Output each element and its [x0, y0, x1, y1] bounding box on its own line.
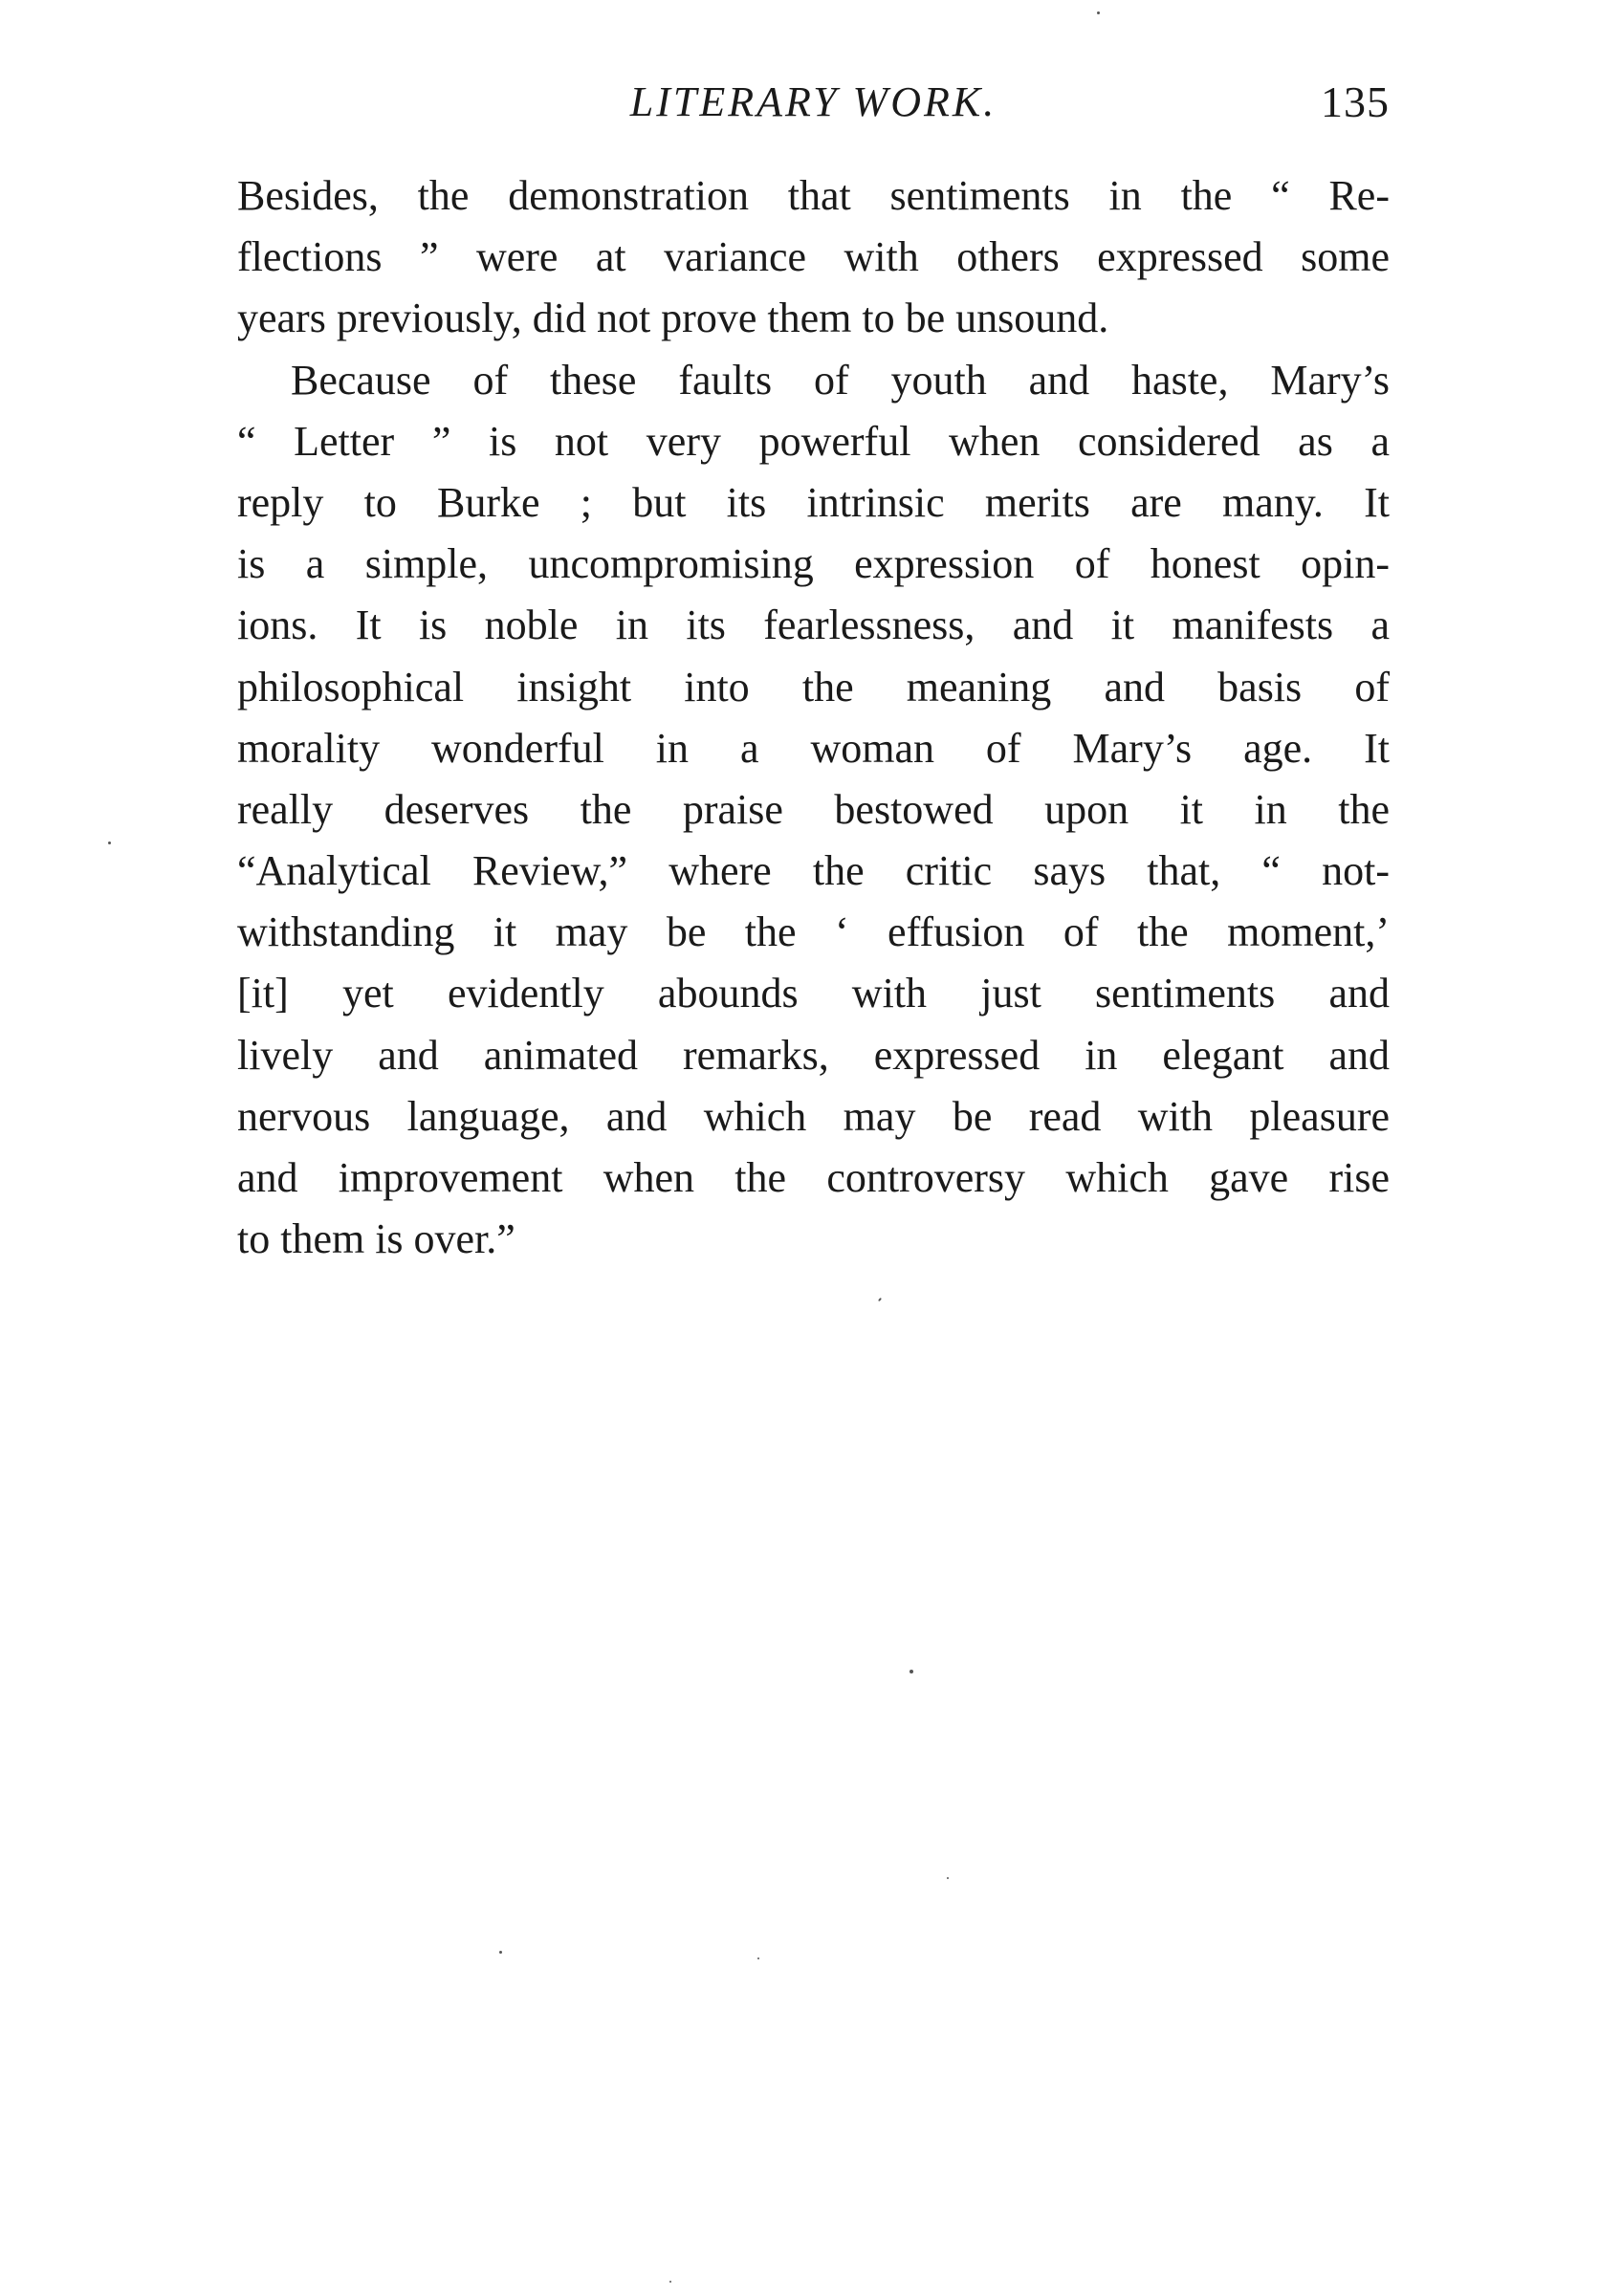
- scan-speck: [1097, 11, 1100, 14]
- text-line: morality wonderful in a woman of Mary’s age. It: [237, 724, 1390, 772]
- text-line: withstanding it may be the ‘ effusion of the moment,’: [237, 908, 1390, 956]
- text-line: and improvement when the controversy which gave rise: [237, 1154, 1390, 1201]
- running-head: [237, 69, 1390, 136]
- scan-speck: [669, 2281, 671, 2283]
- text-line: nervous language, and which may be read with pleasure: [237, 1092, 1390, 1140]
- text-line: [it] yet evidently abounds with just sentiments and: [237, 970, 1390, 1017]
- text-line: Because of these faults of youth and haste, Mary’s: [291, 356, 1390, 404]
- text-line: reply to Burke ; but its intrinsic merits are many. It: [237, 478, 1390, 526]
- text-line: really deserves the praise bestowed upon it in the: [237, 785, 1390, 833]
- text-line: flections ” were at variance with others expressed some: [237, 233, 1390, 281]
- text-line: years previously, did not prove them to be unsound.: [237, 295, 1109, 342]
- scan-speck: [947, 1877, 949, 1879]
- scan-speck: [910, 1670, 913, 1673]
- scan-speck: [757, 1957, 759, 1959]
- text-line: to them is over.”: [237, 1215, 515, 1263]
- text-line: lively and animated remarks, expressed in elegant and: [237, 1031, 1390, 1079]
- scan-speck: [108, 842, 111, 844]
- text-line: ions. It is noble in its fearlessness, and it manifests a: [237, 601, 1390, 649]
- text-line: “Analytical Review,” where the critic says that, “ not-: [237, 847, 1390, 895]
- text-line: Besides, the demonstration that sentiments in the “ Re-: [237, 172, 1390, 219]
- page-number: 135: [1321, 77, 1390, 126]
- text-line: “ Letter ” is not very powerful when considered as a: [237, 417, 1390, 465]
- text-line: philosophical insight into the meaning and basis of: [237, 663, 1390, 711]
- running-title: LITERARY WORK.: [629, 78, 997, 125]
- scan-speck: [499, 1951, 502, 1954]
- text-line: is a simple, uncompromising expression of honest opin-: [237, 540, 1390, 588]
- scan-speck: [878, 1298, 882, 1301]
- body-text: [237, 165, 1390, 1270]
